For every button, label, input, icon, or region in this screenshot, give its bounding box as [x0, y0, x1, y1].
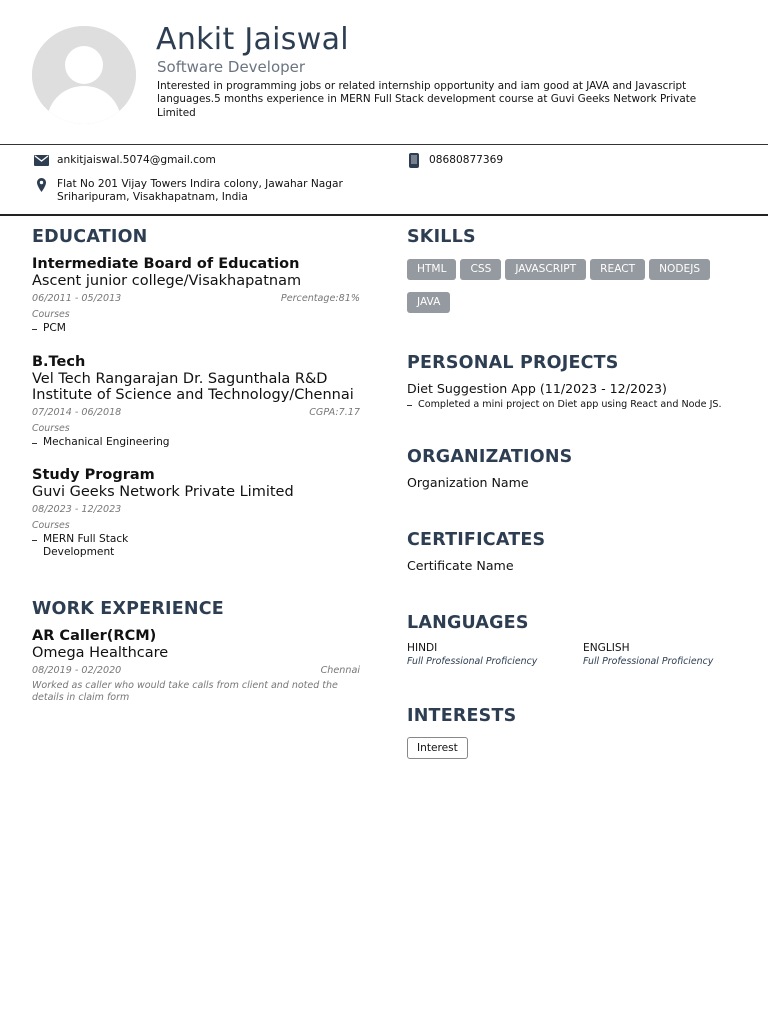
address: [57, 178, 343, 205]
skill-chip: CSS: [460, 259, 501, 280]
language-item: [583, 642, 713, 667]
work-meta: [32, 665, 360, 679]
project-name: Diet Suggestion App (11/2023 - 12/2023): [407, 381, 667, 396]
education-entry: [32, 354, 360, 449]
education-grade: Percentage:81%: [280, 293, 360, 304]
mobile-phone-icon: [409, 153, 419, 168]
work-location: Chennai: [320, 665, 360, 676]
job-position: AR Caller(RCM): [32, 628, 157, 644]
summary-text: Interested in programming jobs or related internship opportunity and iam good at JAVA and Javascript languages.5 months experience in MERN Full Stack development course at Guvi Geeks Network Private Limited: [157, 80, 697, 119]
education-entry: [32, 256, 360, 335]
header-divider: [0, 144, 768, 145]
school: Guvi Geeks Network Private Limited: [32, 484, 294, 500]
language-level: Full Professional Proficiency: [407, 656, 538, 667]
work-description: Worked as caller who would take calls from client and noted the details in claim form: [32, 680, 338, 704]
organizations-heading: ORGANIZATIONS: [407, 447, 573, 467]
degree: B.Tech: [32, 354, 86, 370]
education-heading: EDUCATION: [32, 227, 148, 247]
location-pin-icon: [37, 178, 46, 192]
organization-name: Organization Name: [407, 475, 529, 490]
degree: Intermediate Board of Education: [32, 256, 300, 272]
skill-chip: REACT: [590, 259, 645, 280]
user-silhouette-icon: [32, 26, 136, 124]
skill-chip: JAVA: [407, 292, 450, 313]
interests-heading: INTERESTS: [407, 706, 517, 726]
education-meta: [32, 407, 360, 421]
education-dates: 08/2023 - 12/2023: [32, 504, 122, 515]
course-item: Mechanical Engineering: [32, 436, 360, 449]
interest-chip: Interest: [407, 737, 468, 759]
email-link[interactable]: ankitjaiswal.5074@gmail.com: [57, 154, 216, 166]
education-entry: [32, 467, 360, 559]
language-item: [407, 642, 537, 667]
project-bullet: Completed a mini project on Diet app using React and Node JS.: [407, 398, 758, 411]
certificates-heading: CERTIFICATES: [407, 530, 546, 550]
work-entry: [32, 628, 360, 705]
candidate-name: Ankit Jaiswal: [156, 22, 349, 57]
school: Ascent junior college/Visakhapatnam: [32, 273, 302, 289]
address-line-1: Flat No 201 Vijay Towers Indira colony, Jawahar Nagar: [57, 178, 343, 190]
skill-chip: HTML: [407, 259, 456, 280]
contact-divider: [0, 214, 768, 216]
education-grade: CGPA:7.17: [309, 407, 360, 418]
course-item: PCM: [32, 322, 360, 335]
projects-heading: PERSONAL PROJECTS: [407, 353, 619, 373]
degree: Study Program: [32, 467, 155, 483]
envelope-icon: [34, 155, 49, 166]
skill-chip: NODEJS: [649, 259, 710, 280]
phone-number[interactable]: 08680877369: [429, 154, 504, 166]
course-item: MERN Full Stack Development: [32, 533, 143, 559]
work-dates: 08/2019 - 02/2020: [32, 665, 122, 676]
school: Vel Tech Rangarajan Dr. Sagunthala R&D Institute of Science and Technology/Chennai: [32, 371, 354, 403]
languages-heading: LANGUAGES: [407, 613, 529, 633]
work-experience-heading: WORK EXPERIENCE: [32, 599, 224, 619]
address-line-2: Sriharipuram, Visakhapatnam, India: [57, 191, 248, 204]
skill-chip: JAVASCRIPT: [505, 259, 586, 280]
education-meta: [32, 504, 360, 518]
company: Omega Healthcare: [32, 645, 169, 661]
courses-label: Courses: [32, 520, 70, 531]
education-dates: 06/2011 - 05/2013: [32, 293, 122, 304]
candidate-role: Software Developer: [157, 58, 306, 76]
resume-header: [0, 0, 768, 145]
courses-label: Courses: [32, 309, 70, 320]
skills-heading: SKILLS: [407, 227, 476, 247]
language-name: HINDI: [407, 642, 438, 654]
education-meta: [32, 293, 360, 307]
language-level: Full Professional Proficiency: [583, 656, 714, 667]
education-dates: 07/2014 - 06/2018: [32, 407, 122, 418]
avatar: [32, 26, 136, 124]
courses-label: Courses: [32, 423, 70, 434]
certificate-name: Certificate Name: [407, 558, 514, 573]
skills-list: [407, 257, 747, 323]
language-name: ENGLISH: [583, 642, 630, 654]
